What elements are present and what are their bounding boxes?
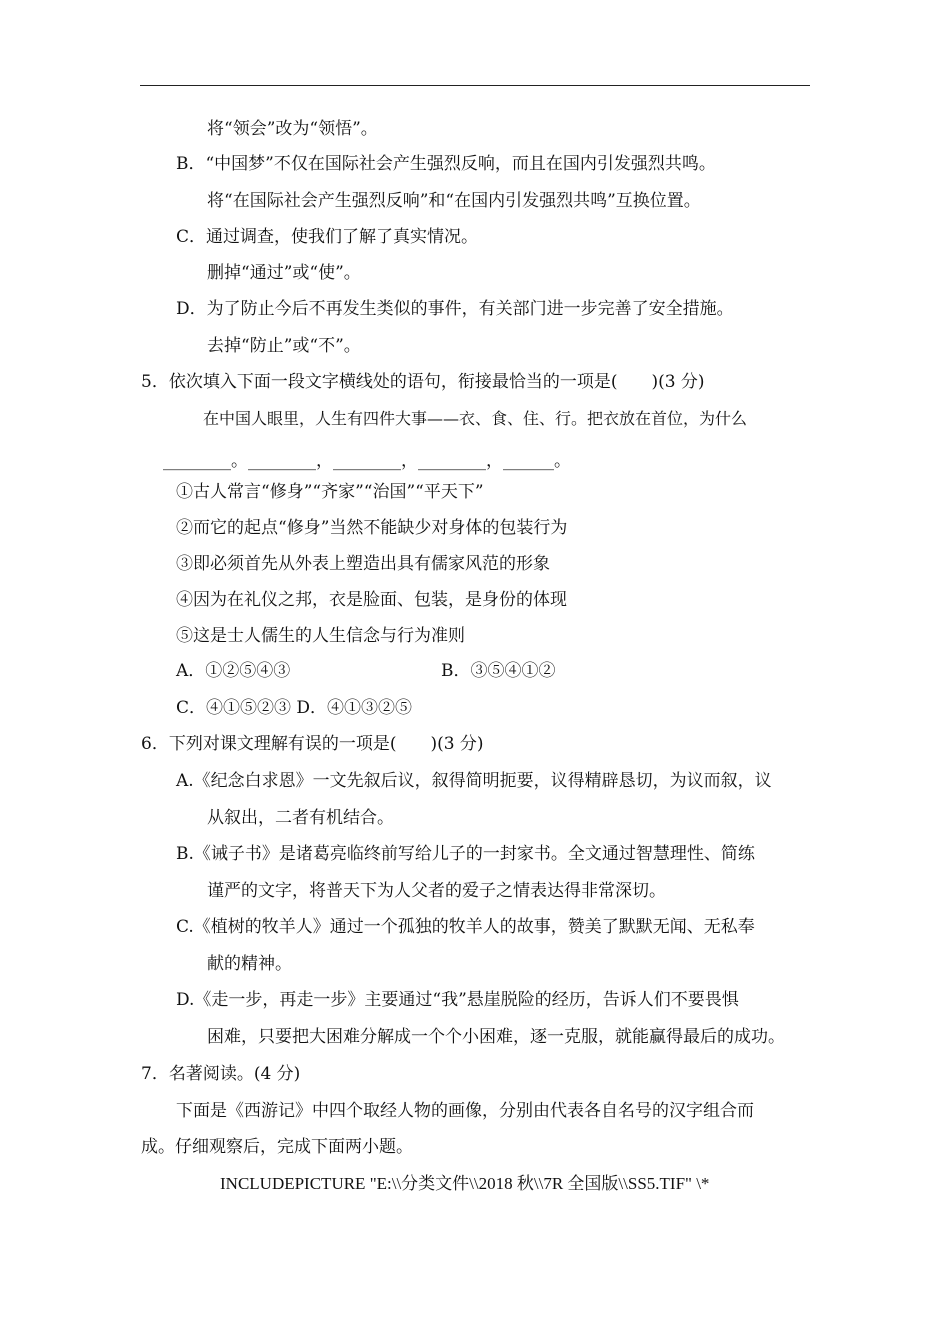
q4-option-c: C．通过调查，使我们了解了真实情况。 — [176, 227, 479, 247]
q5-option-b: B．③⑤④①② — [441, 661, 556, 681]
q5-option-a: A．①②⑤④③ — [176, 661, 291, 681]
q5-item-4: ④因为在礼仪之邦，衣是脸面、包装，是身份的体现 — [176, 590, 567, 610]
q7-intro-line1: 下面是《西游记》中四个取经人物的画像，分别由代表各自名号的汉字组合而 — [176, 1101, 754, 1121]
q6-option-c-line1: C.《植树的牧羊人》通过一个孤独的牧羊人的故事，赞美了默默无闻、无私奉 — [176, 917, 755, 937]
q4-option-b-fix: 将“在国际社会产生强烈反响”和“在国内引发强烈共鸣”互换位置。 — [207, 191, 701, 211]
q4-option-b: B．“中国梦”不仅在国际社会产生强烈反响，而且在国内引发强烈共鸣。 — [176, 154, 716, 174]
q6-option-a-line1: A.《纪念白求恩》一文先叙后议，叙得简明扼要，议得精辟恳切，为议而叙，议 — [176, 771, 772, 791]
q6-option-b-line1: B.《诫子书》是诸葛亮临终前写给儿子的一封家书。全文通过智慧理性、简练 — [176, 844, 755, 864]
header-rule — [140, 85, 810, 86]
q5-blanks: ________。________，________，________，______。 — [163, 451, 571, 471]
q6-option-c-line2: 献的精神。 — [207, 954, 292, 974]
q7-stem: 7．名著阅读。(4 分) — [141, 1064, 301, 1084]
q7-intro-line2: 成。仔细观察后，完成下面两小题。 — [141, 1137, 413, 1157]
q6-option-d-line2: 困难，只要把大困难分解成一个个小困难，逐一克服，就能赢得最后的成功。 — [207, 1027, 785, 1047]
q5-item-3: ③即必须首先从外表上塑造出具有儒家风范的形象 — [176, 554, 550, 574]
q4-option-d: D．为了防止今后不再发生类似的事件，有关部门进一步完善了安全措施。 — [176, 299, 734, 319]
q5-passage: 在中国人眼里，人生有四件大事——衣、食、住、行。把衣放在首位，为什么 — [203, 409, 748, 428]
q4-option-c-fix: 删掉“通过”或“使”。 — [207, 263, 361, 283]
picture-field-code: INCLUDEPICTURE "E:\\分类文件\\2018 秋\\7R 全国版\\SS5.TIF" \* — [220, 1174, 710, 1193]
q6-option-a-line2: 从叙出，二者有机结合。 — [207, 808, 394, 828]
q4-option-d-fix: 去掉“防止”或“不”。 — [207, 336, 361, 356]
q5-item-1: ①古人常言“修身”“齐家”“治国”“平天下” — [176, 482, 484, 502]
q4-option-a-fix: 将“领会”改为“领悟”。 — [207, 119, 378, 139]
q5-item-2: ②而它的起点“修身”当然不能缺少对身体的包装行为 — [176, 518, 568, 538]
q5-stem: 5．依次填入下面一段文字横线处的语句，衔接最恰当的一项是( )(3 分) — [141, 372, 705, 392]
q5-item-5: ⑤这是士人儒生的人生信念与行为准则 — [176, 626, 465, 646]
q6-option-d-line1: D.《走一步，再走一步》主要通过“我”悬崖脱险的经历，告诉人们不要畏惧 — [176, 990, 739, 1010]
q5-option-c-d: C．④①⑤②③ D．④①③②⑤ — [176, 698, 413, 718]
q6-option-b-line2: 谨严的文字，将普天下为人父者的爱子之情表达得非常深切。 — [207, 881, 666, 901]
q6-stem: 6．下列对课文理解有误的一项是( )(3 分) — [141, 734, 484, 754]
